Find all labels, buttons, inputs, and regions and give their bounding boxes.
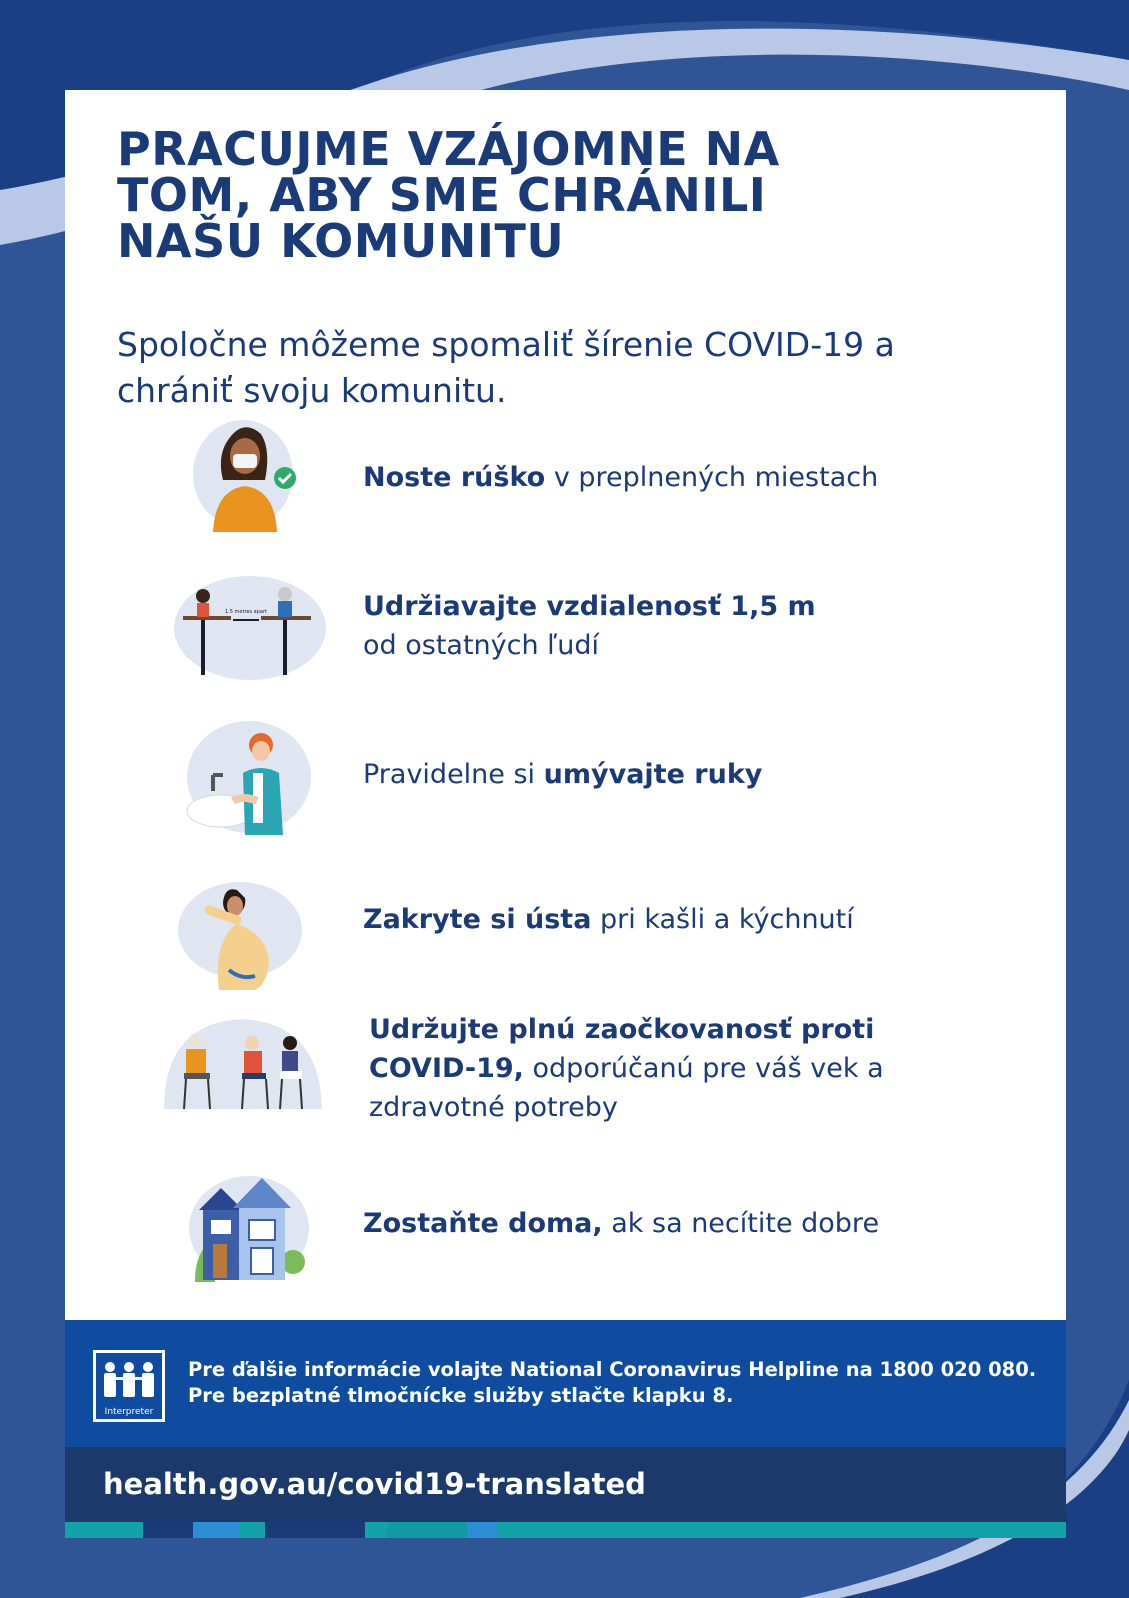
list-item-mask [65, 420, 1066, 540]
stay-home-text [363, 1204, 1023, 1243]
stripe-segment [387, 1522, 467, 1538]
cough-text [363, 900, 1023, 939]
stripe-segment [143, 1522, 193, 1538]
stripe-segment [65, 1522, 143, 1538]
vaccination-rest-text: odporúčanú pre váš vek a zdravotné potreby [369, 1053, 884, 1123]
poster-subtitle: Spoločne môžeme spomaliť šírenie COVID-19 a chrániť svoju komunitu. [117, 325, 895, 410]
stripe-segment [265, 1522, 365, 1538]
stay-home-rest-text: ak sa necítite dobre [602, 1208, 880, 1239]
distance-rest-text: od ostatných ľudí [363, 630, 600, 661]
handwash-pre-text: Pravidelne si [363, 759, 544, 790]
mask-rest-text: v preplnených miestach [545, 462, 879, 493]
color-stripe [65, 1522, 1066, 1538]
footer-url-bar [65, 1447, 1066, 1522]
list-item-vaccination [65, 1015, 1066, 1155]
house-icon [185, 1170, 315, 1282]
list-item-stay-home [65, 1170, 1066, 1290]
stripe-segment [467, 1522, 497, 1538]
interpreter-label: Interpreter [104, 1407, 154, 1417]
helpline-text: Pre ďalšie informácie volajte National Coronavirus Helpline na 1800 020 080. Pre bezplatné tlmočnícke služby stlačte klapku 8. [188, 1358, 1037, 1407]
footer-url-link[interactable]: health.gov.au/covid19-translated [103, 1467, 646, 1501]
distance-sign-text: 1.5 metres apart [225, 609, 267, 615]
list-item-distance [65, 570, 1066, 685]
stay-home-bold-text: Zostaňte doma, [363, 1208, 603, 1239]
stripe-segment [365, 1522, 387, 1538]
interpreter-logo [93, 1350, 165, 1422]
handwash-bold-text: umývajte ruky [543, 759, 763, 790]
interpreter-icon [96, 1355, 162, 1405]
vaccination-text [369, 1010, 969, 1127]
stripe-segment [239, 1522, 265, 1538]
list-item-handwash [65, 715, 1066, 840]
list-item-cough [65, 880, 1066, 995]
stripe-segment [193, 1522, 239, 1538]
distance-bold-text: Udržiavajte vzdialenosť 1,5 m [363, 591, 816, 622]
cough-bold-text: Zakryte si ústa [363, 904, 592, 935]
social-distancing-icon [165, 570, 330, 682]
cover-cough-icon [175, 880, 305, 990]
hand-washing-icon [183, 715, 313, 835]
stripe-segment [497, 1522, 1066, 1538]
mask-text [363, 458, 1023, 497]
person-wearing-mask-icon [193, 420, 313, 532]
mask-bold-text: Noste rúško [363, 462, 546, 493]
handwash-text [363, 755, 1023, 794]
vaccination-icon [162, 1015, 324, 1115]
content-card [65, 90, 1066, 1320]
vaccination-bold-text: Udržujte plnú zaočkovanosť proti COVID-19, [369, 1014, 875, 1084]
poster-title: PRACUJME VZÁJOMNE NA TOM, ABY SME CHRÁNILI NAŠU KOMUNITU [117, 122, 780, 268]
helpline-info-bar [65, 1320, 1066, 1447]
distance-text [363, 587, 1023, 665]
cough-rest-text: pri kašli a kýchnutí [591, 904, 854, 935]
